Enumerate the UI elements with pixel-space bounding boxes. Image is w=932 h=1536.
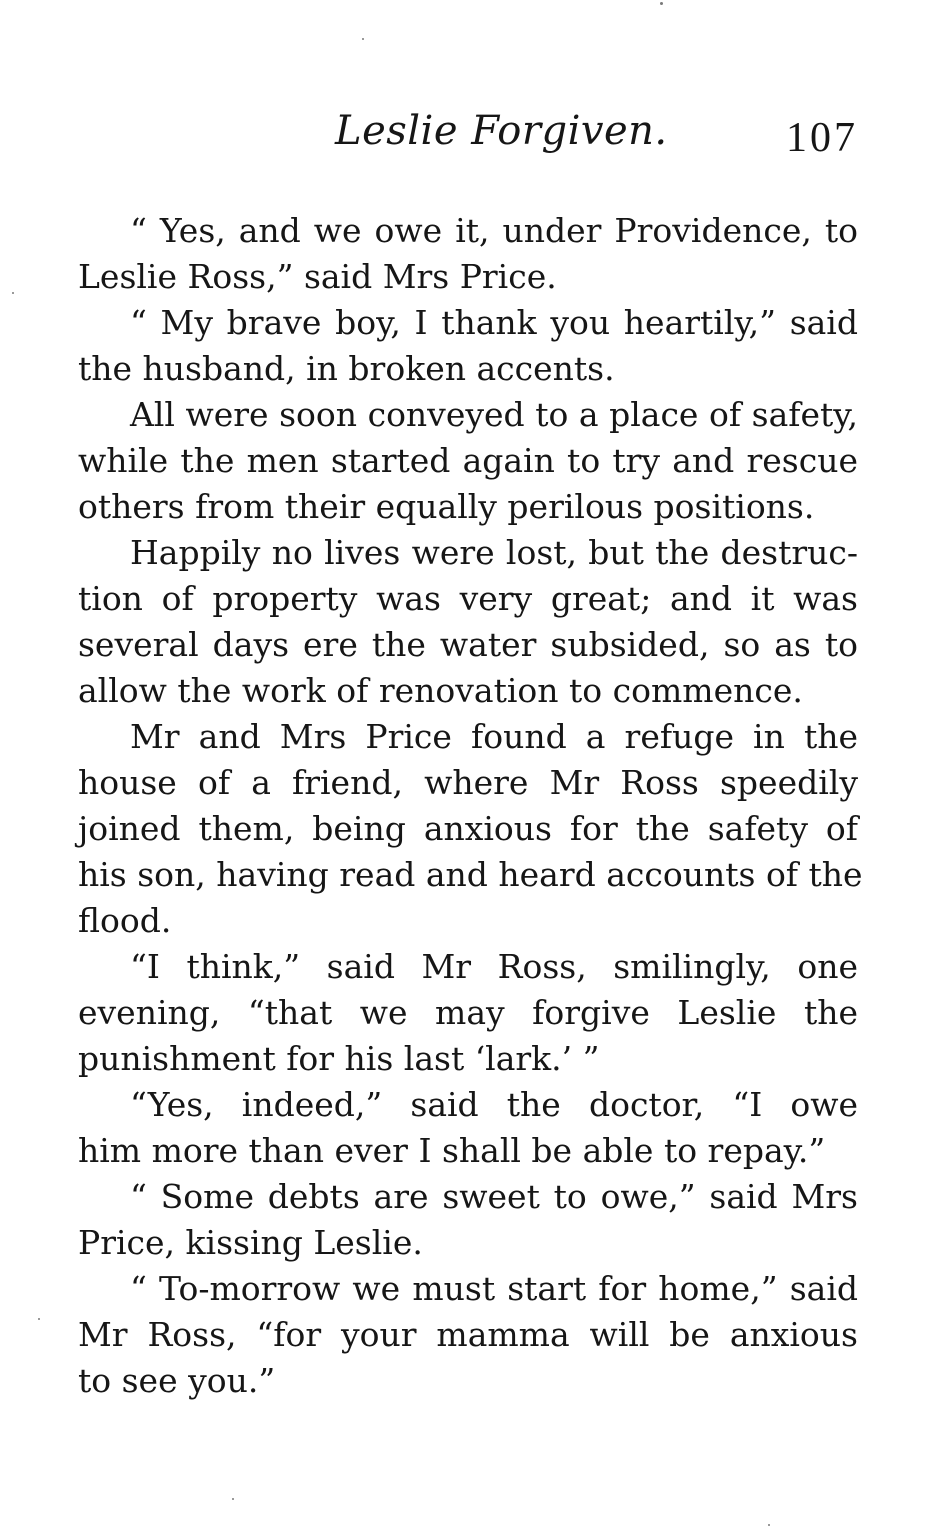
paragraph: [78, 392, 858, 530]
text-line: Leslie Ross,” said Mrs Price.: [78, 257, 557, 296]
scan-speck: [38, 1318, 40, 1320]
text-line: him more than ever I shall be able to repay.”: [78, 1131, 826, 1170]
scan-speck: [12, 292, 14, 294]
text-line: “ Some debts are sweet to owe,” said Mrs: [130, 1177, 858, 1216]
text-line: Happily no lives were lost, but the destruc-: [130, 533, 858, 572]
text-line: house of a friend, where Mr Ross speedily: [78, 763, 858, 802]
text-line: “I think,” said Mr Ross, smilingly, one: [130, 947, 858, 986]
paragraph: [78, 944, 858, 1082]
text-line: allow the work of renovation to commence.: [78, 671, 803, 710]
scan-speck: [232, 1498, 234, 1500]
text-line: Price, kissing Leslie.: [78, 1223, 423, 1262]
scan-speck: [660, 2, 663, 5]
text-line: tion of property was very great; and it was: [78, 579, 858, 618]
text-line: “Yes, indeed,” said the doctor, “I owe: [130, 1085, 858, 1124]
paragraph: [78, 1174, 858, 1266]
text-line: several days ere the water subsided, so as to: [78, 625, 858, 664]
text-line: flood.: [78, 901, 172, 940]
paragraph: [78, 530, 858, 714]
page-header: [80, 108, 860, 168]
text-line: All were soon conveyed to a place of safety,: [130, 395, 858, 434]
text-line: Mr Ross, “for your mamma will be anxious: [78, 1315, 858, 1354]
page-number: 107: [786, 115, 858, 161]
text-line: Mr and Mrs Price found a refuge in the: [130, 717, 858, 756]
text-line: to see you.”: [78, 1361, 276, 1400]
paragraph: [78, 208, 858, 300]
text-line: “ Yes, and we owe it, under Providence, to: [130, 211, 858, 250]
text-line: the husband, in broken accents.: [78, 349, 615, 388]
text-line: punishment for his last ‘lark.’ ”: [78, 1039, 600, 1078]
scan-speck: [768, 1524, 770, 1526]
body-text: [78, 208, 863, 1404]
paragraph: [78, 1082, 858, 1174]
text-line: evening, “that we may forgive Leslie the: [78, 993, 858, 1032]
text-line: while the men started again to try and rescue: [78, 441, 858, 480]
running-title: Leslie Forgiven.: [335, 108, 668, 154]
text-line: others from their equally perilous positions.: [78, 487, 815, 526]
paragraph: [78, 714, 863, 944]
text-line: his son, having read and heard accounts of the: [78, 855, 863, 894]
scan-speck: [362, 38, 364, 40]
text-line: “ My brave boy, I thank you heartily,” said: [130, 303, 858, 342]
text-line: joined them, being anxious for the safety of: [78, 809, 858, 848]
paragraph: [78, 1266, 858, 1404]
text-line: “ To-morrow we must start for home,” said: [130, 1269, 858, 1308]
paragraph: [78, 300, 858, 392]
